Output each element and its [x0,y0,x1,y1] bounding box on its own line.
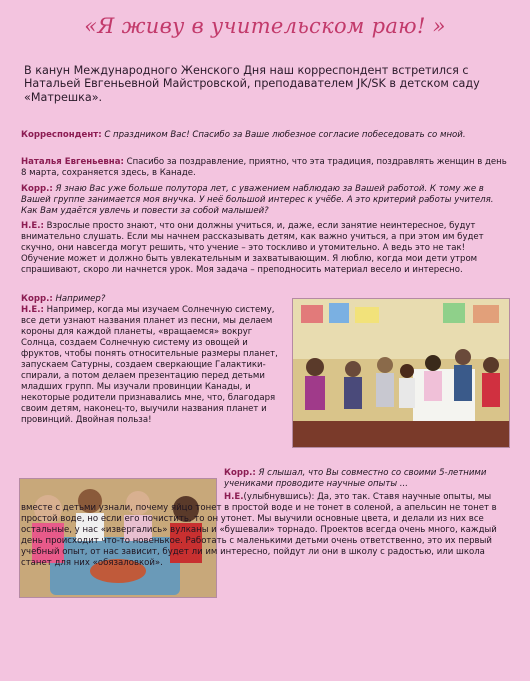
paragraph-4 [21,221,509,276]
paragraph-3 [21,184,509,217]
speaker-label: Корреспондент: [21,130,102,140]
paragraph-7 [224,468,511,490]
question-text: Я слышал, что Вы совместно со своими 5-летними учениками проводите научные опыты ... [224,468,487,490]
answer-text: Например, когда мы изучаем Солнечную систему, все дети узнают названия планет из песни, мы делаем короны для каждой планеты, «вращаемся» вокруг Солнца, создаем Солнечную систему из овощей и фруктов, чтобы понять относительные размеры планет, запускаем Сатурны, создаем сверкающие Галактики-спирали, а потом делаем презентацию перед детьми младших групп. Мы изучали провинции Канады, и некоторые родители признавались мне, что, благодаря своим детям, наконец-то, выучили названия планет и провинций. Двойная польза! [21,305,278,426]
answer-text: Взрослые просто знают, что они должны учиться, и, даже, если занятие неинтересное, будут внимательно слушать. Если мы начнем рассказывать детям, как важно учиться, а при этом им будет скучно, они навсегда могут решить, что учение – это тоскливо и утомительно. А ведь это не так! Обучение может и должно быть увлекательным и захватывающим. Я люблю, когда мои дети утром спрашивают, скоро ли начнется урок. Моя задача – преподносить материал весело и интересно. [21,221,484,276]
speaker-label: Наталья Евгеньевна: [21,157,124,167]
answer-text: (улыбнувшись): Да, это так. Ставя научные опыты, мы вместе с детьми узнали, почему яйцо тонет в простой воде и не тонет в соленой, а апельсин не тонет в простой воде, но если его почистить, то он утонет. Мы выучили основные цвета, и делали из них все остальные, у нас «извергались» вулканы и «бушевали» торнадо. Проектов всегда очень много, каждый день происходит что-то новенькое. Работать с маленькими детьми очень ответственно, это их первый учебный опыт, от нас зависит, будет ли им интересно, пойдут ли они в школу с радостью, или школа станет для них «обязаловкой». [21,492,497,569]
paragraph-8 [21,492,509,569]
class-photo-children [292,298,510,448]
answer-text: Спасибо за поздравление, приятно, что эта традиция, поздравлять женщин в день 8 марта, сохраняется здесь, в Канаде. [21,157,507,179]
speaker-label: Н.Е.: [21,305,44,315]
paragraph-2 [21,157,509,179]
question-text: Например? [52,294,106,304]
speaker-label: Корр.: [21,294,53,304]
question-text: С праздником Вас! Спасибо за Ваше любезное согласие побеседовать со мной. [101,130,466,140]
speaker-label: Н.Е. [224,492,244,502]
article-intro: В канун Международного Женского Дня наш корреспондент встретился с Натальей Евгеньевной Майстровской, преподавателем JK/SK в детском саду «Матрешка». [24,64,480,104]
speaker-label: Корр.: [224,468,256,478]
paragraph-1 [21,130,509,141]
article-title: «Я живу в учительском раю! » [84,14,446,38]
speaker-label: Н.Е.: [21,221,44,231]
speaker-label: Корр.: [21,184,53,194]
question-text: Я знаю Вас уже больше полутора лет, с уважением наблюдаю за Вашей работой. К тому же в Вашей группе занимается моя внучка. У неё большой интерес к учёбе. А это критерий работы учителя. Как Вам удаётся увлечь и повести за собой малышей? [21,184,494,217]
paragraph-6 [21,305,289,427]
